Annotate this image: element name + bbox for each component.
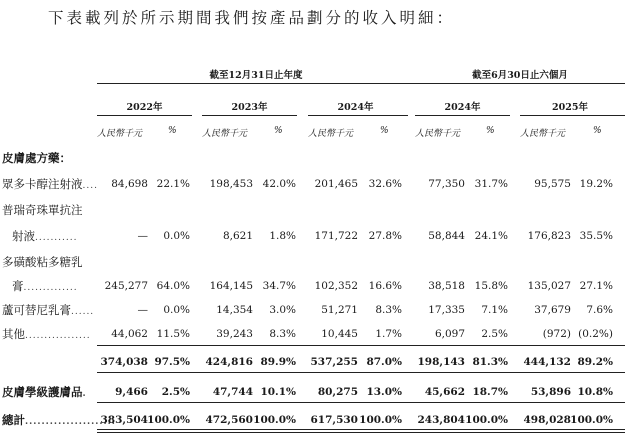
amount-cell: 95,575 bbox=[534, 178, 571, 190]
percent-cell: 11.5% bbox=[156, 328, 190, 340]
percent-cell: 10.8% bbox=[577, 386, 613, 398]
row-label: 多磺酸粘多糖乳 bbox=[2, 255, 83, 269]
period-underline bbox=[415, 83, 625, 84]
skincare-rule bbox=[97, 402, 625, 403]
amount-cell: 39,243 bbox=[216, 328, 253, 340]
percent-cell: 0.0% bbox=[163, 304, 190, 316]
amount-cell: 44,062 bbox=[111, 328, 148, 340]
amount-cell: 47,744 bbox=[212, 386, 253, 398]
percent-cell: 0.0% bbox=[163, 230, 190, 242]
percent-cell: 2.5% bbox=[161, 386, 190, 398]
amount-cell: — bbox=[137, 230, 148, 242]
amount-cell: 8,621 bbox=[222, 230, 253, 242]
percent-cell: 13.0% bbox=[366, 386, 402, 398]
subtotal-rule bbox=[97, 345, 625, 346]
amount-cell: 176,823 bbox=[527, 230, 571, 242]
unit-rmb: 人民幣千元 bbox=[202, 129, 248, 139]
percent-cell: 19.2% bbox=[579, 178, 613, 190]
percent-cell: 31.7% bbox=[474, 178, 508, 190]
percent-cell: 42.0% bbox=[262, 178, 296, 190]
amount-cell: 498,028 bbox=[523, 414, 571, 426]
amount-cell: 51,271 bbox=[321, 304, 358, 316]
amount-cell: — bbox=[137, 304, 148, 316]
unit-rmb: 人民幣千元 bbox=[520, 129, 566, 139]
percent-cell: 100.0% bbox=[570, 414, 613, 426]
percent-cell: 8.3% bbox=[375, 304, 402, 316]
percent-cell: 22.1% bbox=[156, 178, 190, 190]
year-underline bbox=[202, 115, 297, 116]
percent-cell: 1.7% bbox=[375, 328, 402, 340]
percent-cell: 87.0% bbox=[366, 356, 402, 368]
percent-cell: 10.1% bbox=[260, 386, 296, 398]
amount-cell: 383,504 bbox=[100, 414, 148, 426]
percent-cell: 97.5% bbox=[154, 356, 190, 368]
percent-cell: 18.7% bbox=[472, 386, 508, 398]
period-header-year: 截至12月31日止年度 bbox=[209, 70, 303, 81]
amount-cell: 198,453 bbox=[209, 178, 253, 190]
amount-cell: 135,027 bbox=[527, 280, 571, 292]
percent-cell: 2.5% bbox=[481, 328, 508, 340]
percent-cell: 8.3% bbox=[269, 328, 296, 340]
unit-rmb: 人民幣千元 bbox=[97, 129, 143, 139]
percent-cell: 100.0% bbox=[465, 414, 508, 426]
percent-cell: 7.6% bbox=[586, 304, 613, 316]
year-header: 2025年 bbox=[552, 102, 588, 113]
intro-text: 下表載列於所示期間我們按產品劃分的收入明細： bbox=[48, 9, 456, 27]
percent-cell: 89.9% bbox=[260, 356, 296, 368]
year-header: 2024年 bbox=[444, 102, 481, 113]
amount-cell: 10,445 bbox=[321, 328, 358, 340]
amount-cell: 201,465 bbox=[314, 178, 358, 190]
percent-cell: 81.3% bbox=[472, 356, 508, 368]
amount-cell: 164,145 bbox=[209, 280, 253, 292]
amount-cell: 17,335 bbox=[428, 304, 465, 316]
unit-pct: % bbox=[593, 126, 602, 136]
row-label-cont: 膏.............. bbox=[12, 279, 78, 293]
amount-cell: 245,277 bbox=[104, 280, 148, 292]
percent-cell: 7.1% bbox=[481, 304, 508, 316]
section-derm-skincare: 皮膚學級護膚品. bbox=[2, 385, 87, 399]
period-header-halfyear: 截至6月30日止六個月 bbox=[472, 70, 568, 81]
percent-cell: 24.1% bbox=[474, 230, 508, 242]
section-derm-rx: 皮膚處方藥： bbox=[2, 151, 71, 165]
section-total: 總計...................... bbox=[2, 413, 116, 427]
amount-cell: 472,560 bbox=[205, 414, 253, 426]
year-underline bbox=[308, 115, 408, 116]
amount-cell: 374,038 bbox=[100, 356, 148, 368]
unit-rmb: 人民幣千元 bbox=[308, 129, 354, 139]
percent-cell: 89.2% bbox=[577, 356, 613, 368]
unit-pct: % bbox=[380, 126, 389, 136]
amount-cell: 617,530 bbox=[310, 414, 358, 426]
amount-cell: 6,097 bbox=[434, 328, 465, 340]
amount-cell: 537,255 bbox=[310, 356, 358, 368]
amount-cell: 424,816 bbox=[205, 356, 253, 368]
year-header: 2024年 bbox=[337, 102, 374, 113]
percent-cell: 35.5% bbox=[579, 230, 613, 242]
total-double-rule bbox=[97, 429, 625, 433]
percent-cell: (0.2%) bbox=[578, 328, 613, 340]
row-label: 眾多卡醇注射液.... bbox=[2, 177, 98, 191]
unit-pct: % bbox=[274, 126, 283, 136]
amount-cell: 102,352 bbox=[314, 280, 358, 292]
amount-cell: 80,275 bbox=[317, 386, 358, 398]
percent-cell: 100.0% bbox=[359, 414, 402, 426]
unit-pct: % bbox=[168, 126, 177, 136]
percent-cell: 27.1% bbox=[579, 280, 613, 292]
unit-pct: % bbox=[486, 126, 495, 136]
percent-cell: 15.8% bbox=[474, 280, 508, 292]
percent-cell: 100.0% bbox=[253, 414, 296, 426]
year-header: 2022年 bbox=[126, 102, 163, 113]
year-underline bbox=[415, 115, 510, 116]
subtotal-rule bbox=[97, 372, 625, 373]
amount-cell: 38,518 bbox=[428, 280, 465, 292]
period-underline bbox=[97, 83, 415, 84]
percent-cell: 100.0% bbox=[147, 414, 190, 426]
percent-cell: 3.0% bbox=[269, 304, 296, 316]
amount-cell: 45,662 bbox=[424, 386, 465, 398]
percent-cell: 64.0% bbox=[156, 280, 190, 292]
percent-cell: 34.7% bbox=[262, 280, 296, 292]
row-label-cont: 射液........... bbox=[12, 229, 78, 243]
amount-cell: 37,679 bbox=[534, 304, 571, 316]
amount-cell: 171,722 bbox=[314, 230, 358, 242]
year-header: 2023年 bbox=[231, 102, 268, 113]
percent-cell: 16.6% bbox=[368, 280, 402, 292]
row-label: 其他................. bbox=[2, 327, 91, 341]
amount-cell: 58,844 bbox=[428, 230, 465, 242]
percent-cell: 1.8% bbox=[269, 230, 296, 242]
amount-cell: 9,466 bbox=[115, 386, 148, 398]
unit-rmb: 人民幣千元 bbox=[415, 129, 461, 139]
amount-cell: 84,698 bbox=[111, 178, 148, 190]
amount-cell: 243,804 bbox=[417, 414, 465, 426]
percent-cell: 27.8% bbox=[368, 230, 402, 242]
row-label: 普瑞奇珠單抗注 bbox=[2, 203, 83, 217]
amount-cell: (972) bbox=[542, 328, 571, 340]
amount-cell: 198,143 bbox=[417, 356, 465, 368]
amount-cell: 14,354 bbox=[216, 304, 253, 316]
year-underline bbox=[520, 115, 625, 116]
amount-cell: 77,350 bbox=[428, 178, 465, 190]
amount-cell: 444,132 bbox=[523, 356, 571, 368]
year-underline bbox=[97, 115, 192, 116]
percent-cell: 32.6% bbox=[368, 178, 402, 190]
amount-cell: 53,896 bbox=[530, 386, 571, 398]
row-label: 蘆可替尼乳膏...... bbox=[2, 303, 95, 317]
